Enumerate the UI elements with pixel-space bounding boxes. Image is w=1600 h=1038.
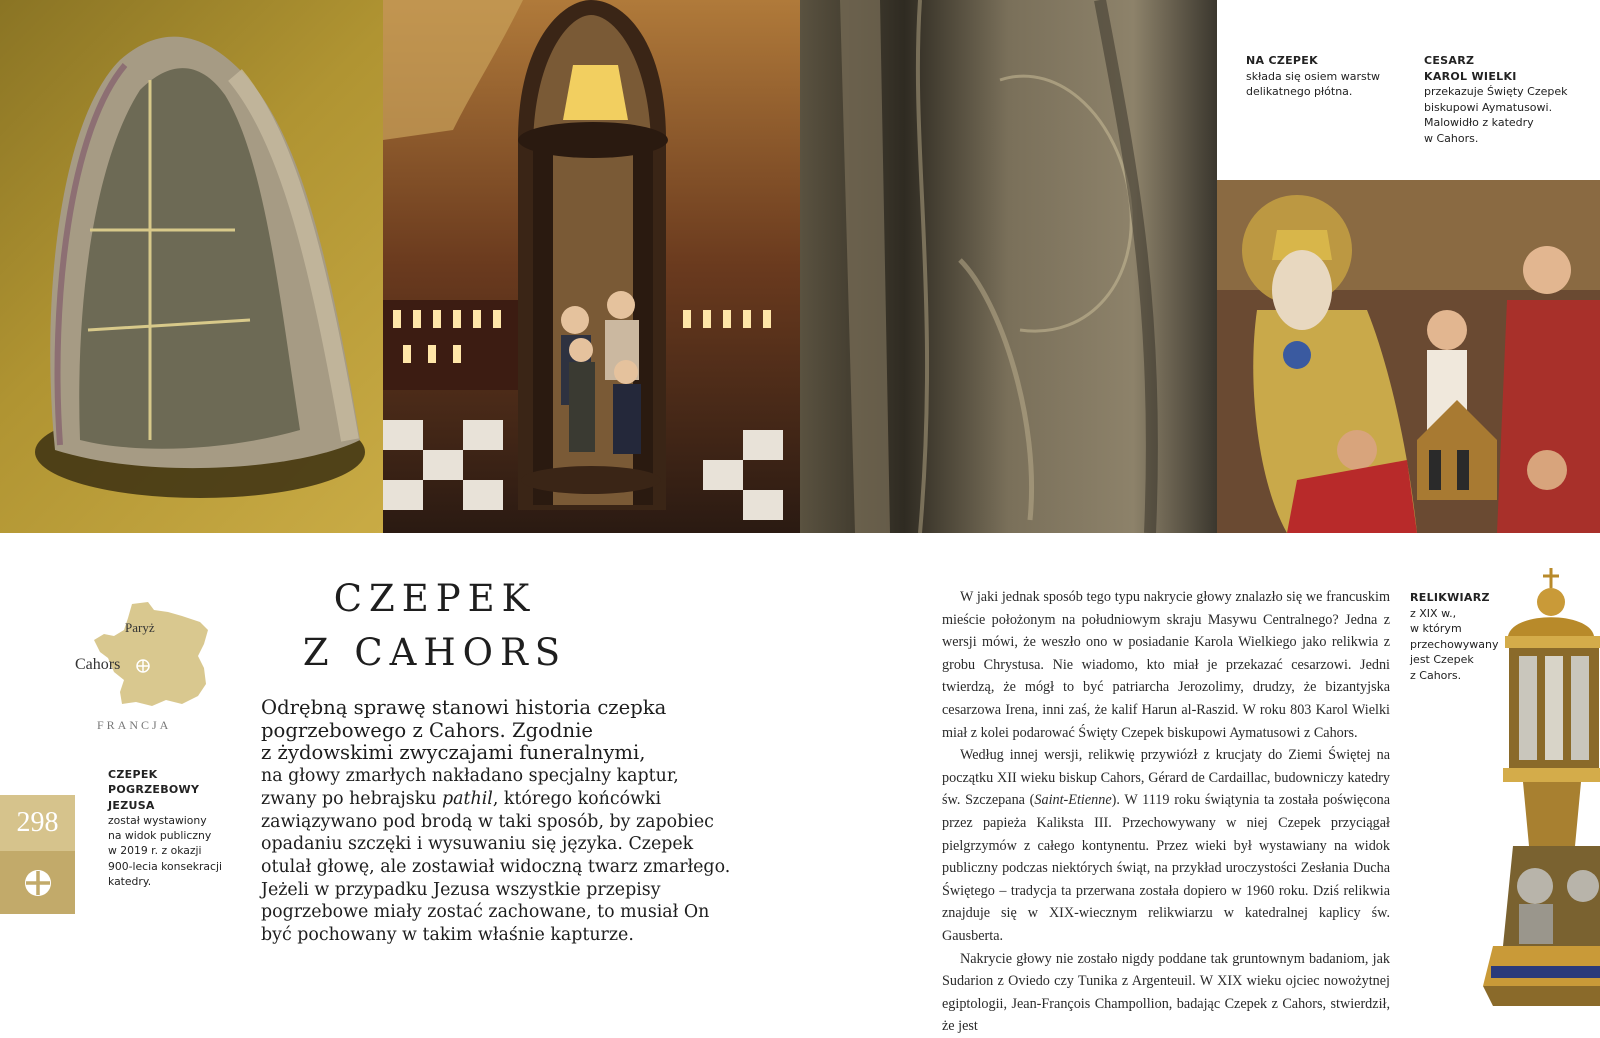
body-text <box>942 586 1390 1038</box>
body-paragraph: W jaki jednak sposób tego typu nakrycie głowy znalazło się we francuskim mieście położonym na południowym skraju Masywu Centralnego? Jedna z wersji mówi, że weszło ono w posiadanie Karola Wielkiego jako relikwia z grobu Chrystusa. Nie wiadomo, kto miał je przekazać cesarzowi. Jedni twierdzą, że mógł to być patriarcha Jerozolimy, drudzy, że bizantyjska cesarzowa Irena, inni zaś, że kalif Harun al-Raszid. W roku 803 Karol Wielki miał z kolei podarować Święty Czepek biskupowi Aymatusowi z Cahors. <box>942 589 1390 741</box>
caption-line: przekazuje Święty Czepek <box>1424 85 1568 98</box>
body-text-run: ). W 1119 roku świątynia ta została poświęcona przez papieża Kaliksta III. Przechowywany w niej Czepek przyciągał pielgrzymów z całego kontynentu. Przez wieki był wystawiany na widok publiczny podczas niektórych świąt, na przykład uroczystości Zesłania Ducha Świętego – tradycja ta przerwana została dopiero w 1960 roku. Dziś relikwia znajduje się w XIX-wiecznym relikwiarzu w katedralnej kaplicy św. Gausberta. <box>942 792 1390 944</box>
caption-heading: JEZUSA <box>108 798 155 812</box>
caption-cesarz <box>1424 53 1594 146</box>
caption-line: na widok publiczny <box>108 829 212 843</box>
caption-line: 900-lecia konsekracji <box>108 859 222 873</box>
page-title <box>290 572 580 680</box>
caption-heading: POGRZEBOWY <box>108 783 200 797</box>
caption-heading: CZEPEK <box>108 768 158 781</box>
lead-line: Jeżeli w przypadku Jezusa wszystkie przepisy <box>261 879 661 900</box>
page-number: 298 <box>0 795 75 851</box>
photo-czepek-on-stand <box>0 0 383 533</box>
caption-line: jest Czepek <box>1410 653 1474 666</box>
lead-italic-term: pathil <box>442 788 493 809</box>
lead-line: na głowy zmarłych nakładano specjalny kaptur, <box>261 766 679 787</box>
lead-paragraph <box>261 696 731 947</box>
caption-line: z Cahors. <box>1410 668 1462 682</box>
caption-heading: KAROL WIELKI <box>1424 69 1517 83</box>
caption-line: składa się osiem warstw <box>1246 69 1381 83</box>
photo-cloth-closeup <box>800 0 1217 533</box>
caption-line: został wystawiony <box>108 813 207 827</box>
map-label-country: FRANCJA <box>97 718 172 732</box>
caption-line: biskupowi Aymatusowi. <box>1424 100 1553 114</box>
caption-line: z XIX w., <box>1410 606 1457 620</box>
france-map <box>70 600 220 740</box>
caption-line: przechowywany <box>1410 637 1499 651</box>
photo-charlemagne-painting <box>1217 180 1600 533</box>
page-number-tab <box>0 795 75 914</box>
caption-na-czepek <box>1246 53 1396 100</box>
lead-line: pogrzebowe miały zostać zachowane, to musiał On <box>261 902 710 923</box>
caption-heading: CESARZ <box>1424 54 1475 67</box>
body-paragraph <box>942 744 1390 947</box>
body-italic-term: Saint-Etienne <box>1034 792 1112 809</box>
caption-line: w Cahors. <box>1424 131 1479 145</box>
caption-heading: RELIKWIARZ <box>1410 591 1490 604</box>
lead-line: być pochowany w takim właśnie kapturze. <box>261 925 634 946</box>
lead-line: opadaniu szczęki i wysuwaniu się języka. Czepek <box>261 834 694 855</box>
lead-line <box>261 788 671 811</box>
map-label-paris: Paryż <box>125 620 155 635</box>
caption-line: w którym <box>1410 622 1462 635</box>
caption-line: delikatnego płótna. <box>1246 85 1353 98</box>
lead-line: z żydowskimi zwyczajami funeralnymi, <box>261 741 646 765</box>
map-label-cahors: Cahors <box>75 656 121 673</box>
photo-cathedral-visitors <box>383 0 800 533</box>
caption-czepek-jezusa <box>108 767 238 889</box>
caption-line: w 2019 r. z okazji <box>108 844 202 858</box>
lead-line: Odrębną sprawę stanowi historia czepka <box>261 696 667 719</box>
caption-line: Malowidło z katedry <box>1424 116 1534 129</box>
caption-line: katedry. <box>108 875 152 889</box>
lead-text: zwany po hebrajsku <box>261 788 442 809</box>
lead-line: otulał głowę, ale zostawiał widoczną twarz zmarłego. <box>261 856 731 877</box>
title-line: Z CAHORS <box>302 631 568 674</box>
lead-text: , którego końcówki <box>492 788 662 809</box>
title-line: CZEPEK <box>333 577 537 620</box>
lead-line: zawiązywano pod brodą w taki sposób, by zapobiec <box>261 811 714 832</box>
cross-emblem-icon <box>23 868 53 898</box>
caption-heading: NA CZEPEK <box>1246 54 1318 67</box>
photo-reliquary <box>1453 566 1600 1011</box>
body-paragraph: Nakrycie głowy nie zostało nigdy poddane tak gruntownym badaniom, jak Sudarion z Oviedo czy Tunika z Argenteuil. W XIX wieku ojciec nowożytnej egiptologii, Jean-François Champollion, badając Czepek z Cahors, stwierdził, że jest <box>942 950 1390 1035</box>
lead-line: pogrzebowego z Cahors. Zgodnie <box>261 718 593 742</box>
body-text-run: Według innej wersji, relikwię przywiózł z krucjaty do Ziemi Świętej na początku XII wieku biskup Cahors, Gérard de Cardaillac, budowniczy katedry św. Szczepana ( <box>942 747 1390 809</box>
